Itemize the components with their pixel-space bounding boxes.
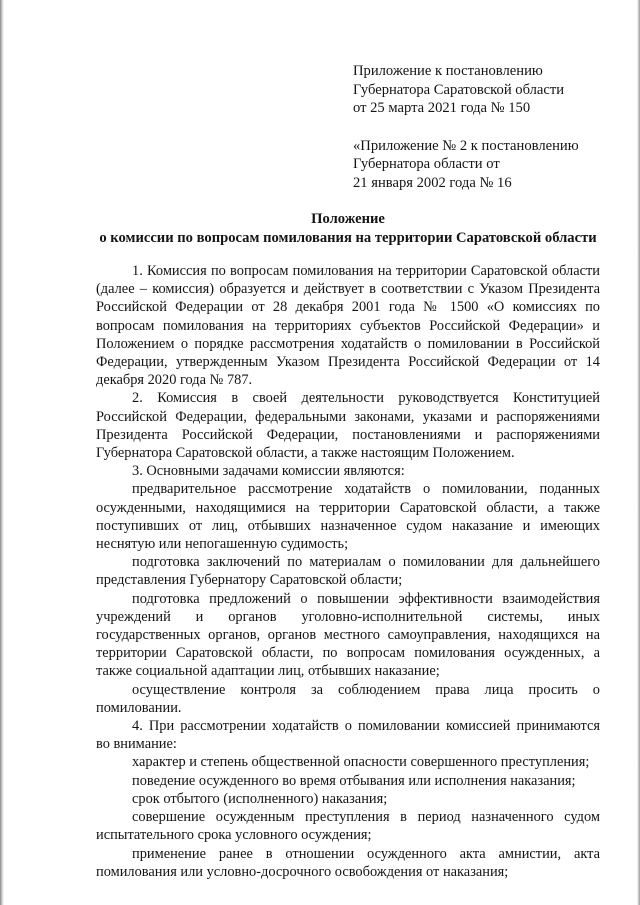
paragraph-4: 4. При рассмотрении ходатайств о помиловании комиссией принимаются во внимание:	[96, 718, 600, 753]
task-item: осуществление контроля за соблюдением права лица просить о помиловании.	[96, 681, 600, 716]
header-gap	[353, 118, 623, 137]
criterion-item: срок отбытого (исполненного) наказания;	[132, 790, 388, 807]
criterion-item: применение ранее в отношении осужденного акта амнистии, акта помилования или условно-досрочного освобождения от наказания;	[96, 845, 600, 880]
document-body	[96, 262, 600, 881]
title-line: Положение	[311, 211, 385, 227]
original-appendix-line: 21 января 2002 года № 16	[353, 174, 512, 191]
criterion-item: поведение осужденного во время отбывания или исполнения наказания;	[132, 772, 576, 789]
paragraph-3: 3. Основными задачами комиссии являются:	[132, 463, 405, 480]
appendix-line: Губернатора Саратовской области	[353, 81, 565, 98]
task-item: подготовка заключений по материалам о помиловании для дальнейшего представления Губернатору Саратовской области;	[96, 554, 600, 589]
task-item: предварительное рассмотрение ходатайств о помиловании, поданных осужденными, находящимися на территории Саратовской области, а также поступивших от лиц, отбывших назначенное судом наказание и имеющих неснятую или непогашенную судимость;	[96, 481, 600, 553]
criterion-item: совершение осужденным преступления в период назначенного судом испытательного срока условного осуждения;	[96, 809, 600, 844]
subtitle-line: о комиссии по вопросам помилования на территории Саратовской области	[99, 230, 597, 246]
original-appendix-line: Губернатора области от	[353, 156, 500, 172]
appendix-line: Приложение к постановлению	[353, 63, 543, 79]
appendix-line: от 25 марта 2021 года № 150	[353, 100, 531, 116]
appendix-header	[353, 62, 623, 192]
original-appendix-line: «Приложение № 2 к постановлению	[353, 137, 579, 154]
paragraph-1: 1. Комиссия по вопросам помилования на территории Саратовской области (далее – комиссия) образуется и действует в соответствии с Указом Президента Российской Федерации от 28 декабря 2001 года № 1500 «О комиссиях по вопросам помилования на территориях субъектов Российской Федерации» и Положением о порядке рассмотрения ходатайств о помиловании в Российской Федерации, утвержденным Указом Президента Российской Федерации от 14 декабря 2020 года № 787.	[96, 263, 600, 389]
criterion-item: характер и степень общественной опасности совершенного преступления;	[132, 754, 590, 771]
task-item: подготовка предложений о повышении эффективности взаимодействия учреждений и органов уголовно-исполнительной системы, иных государственных органов, органов местного самоуправления, находящихся на территории Саратовской области, по вопросам помилования осужденных, а также социальной адаптации лиц, отбывших наказание;	[96, 590, 600, 680]
scan-edge-left	[0, 0, 4, 905]
document-title	[96, 210, 600, 248]
paragraph-2: 2. Комиссия в своей деятельности руководствуется Конституцией Российской Федерации, федеральными законами, указами и распоряжениями Президента Российской Федерации, постановлениями и распоряжениями Губернатора Саратовской области, а также настоящим Положением.	[96, 390, 600, 462]
